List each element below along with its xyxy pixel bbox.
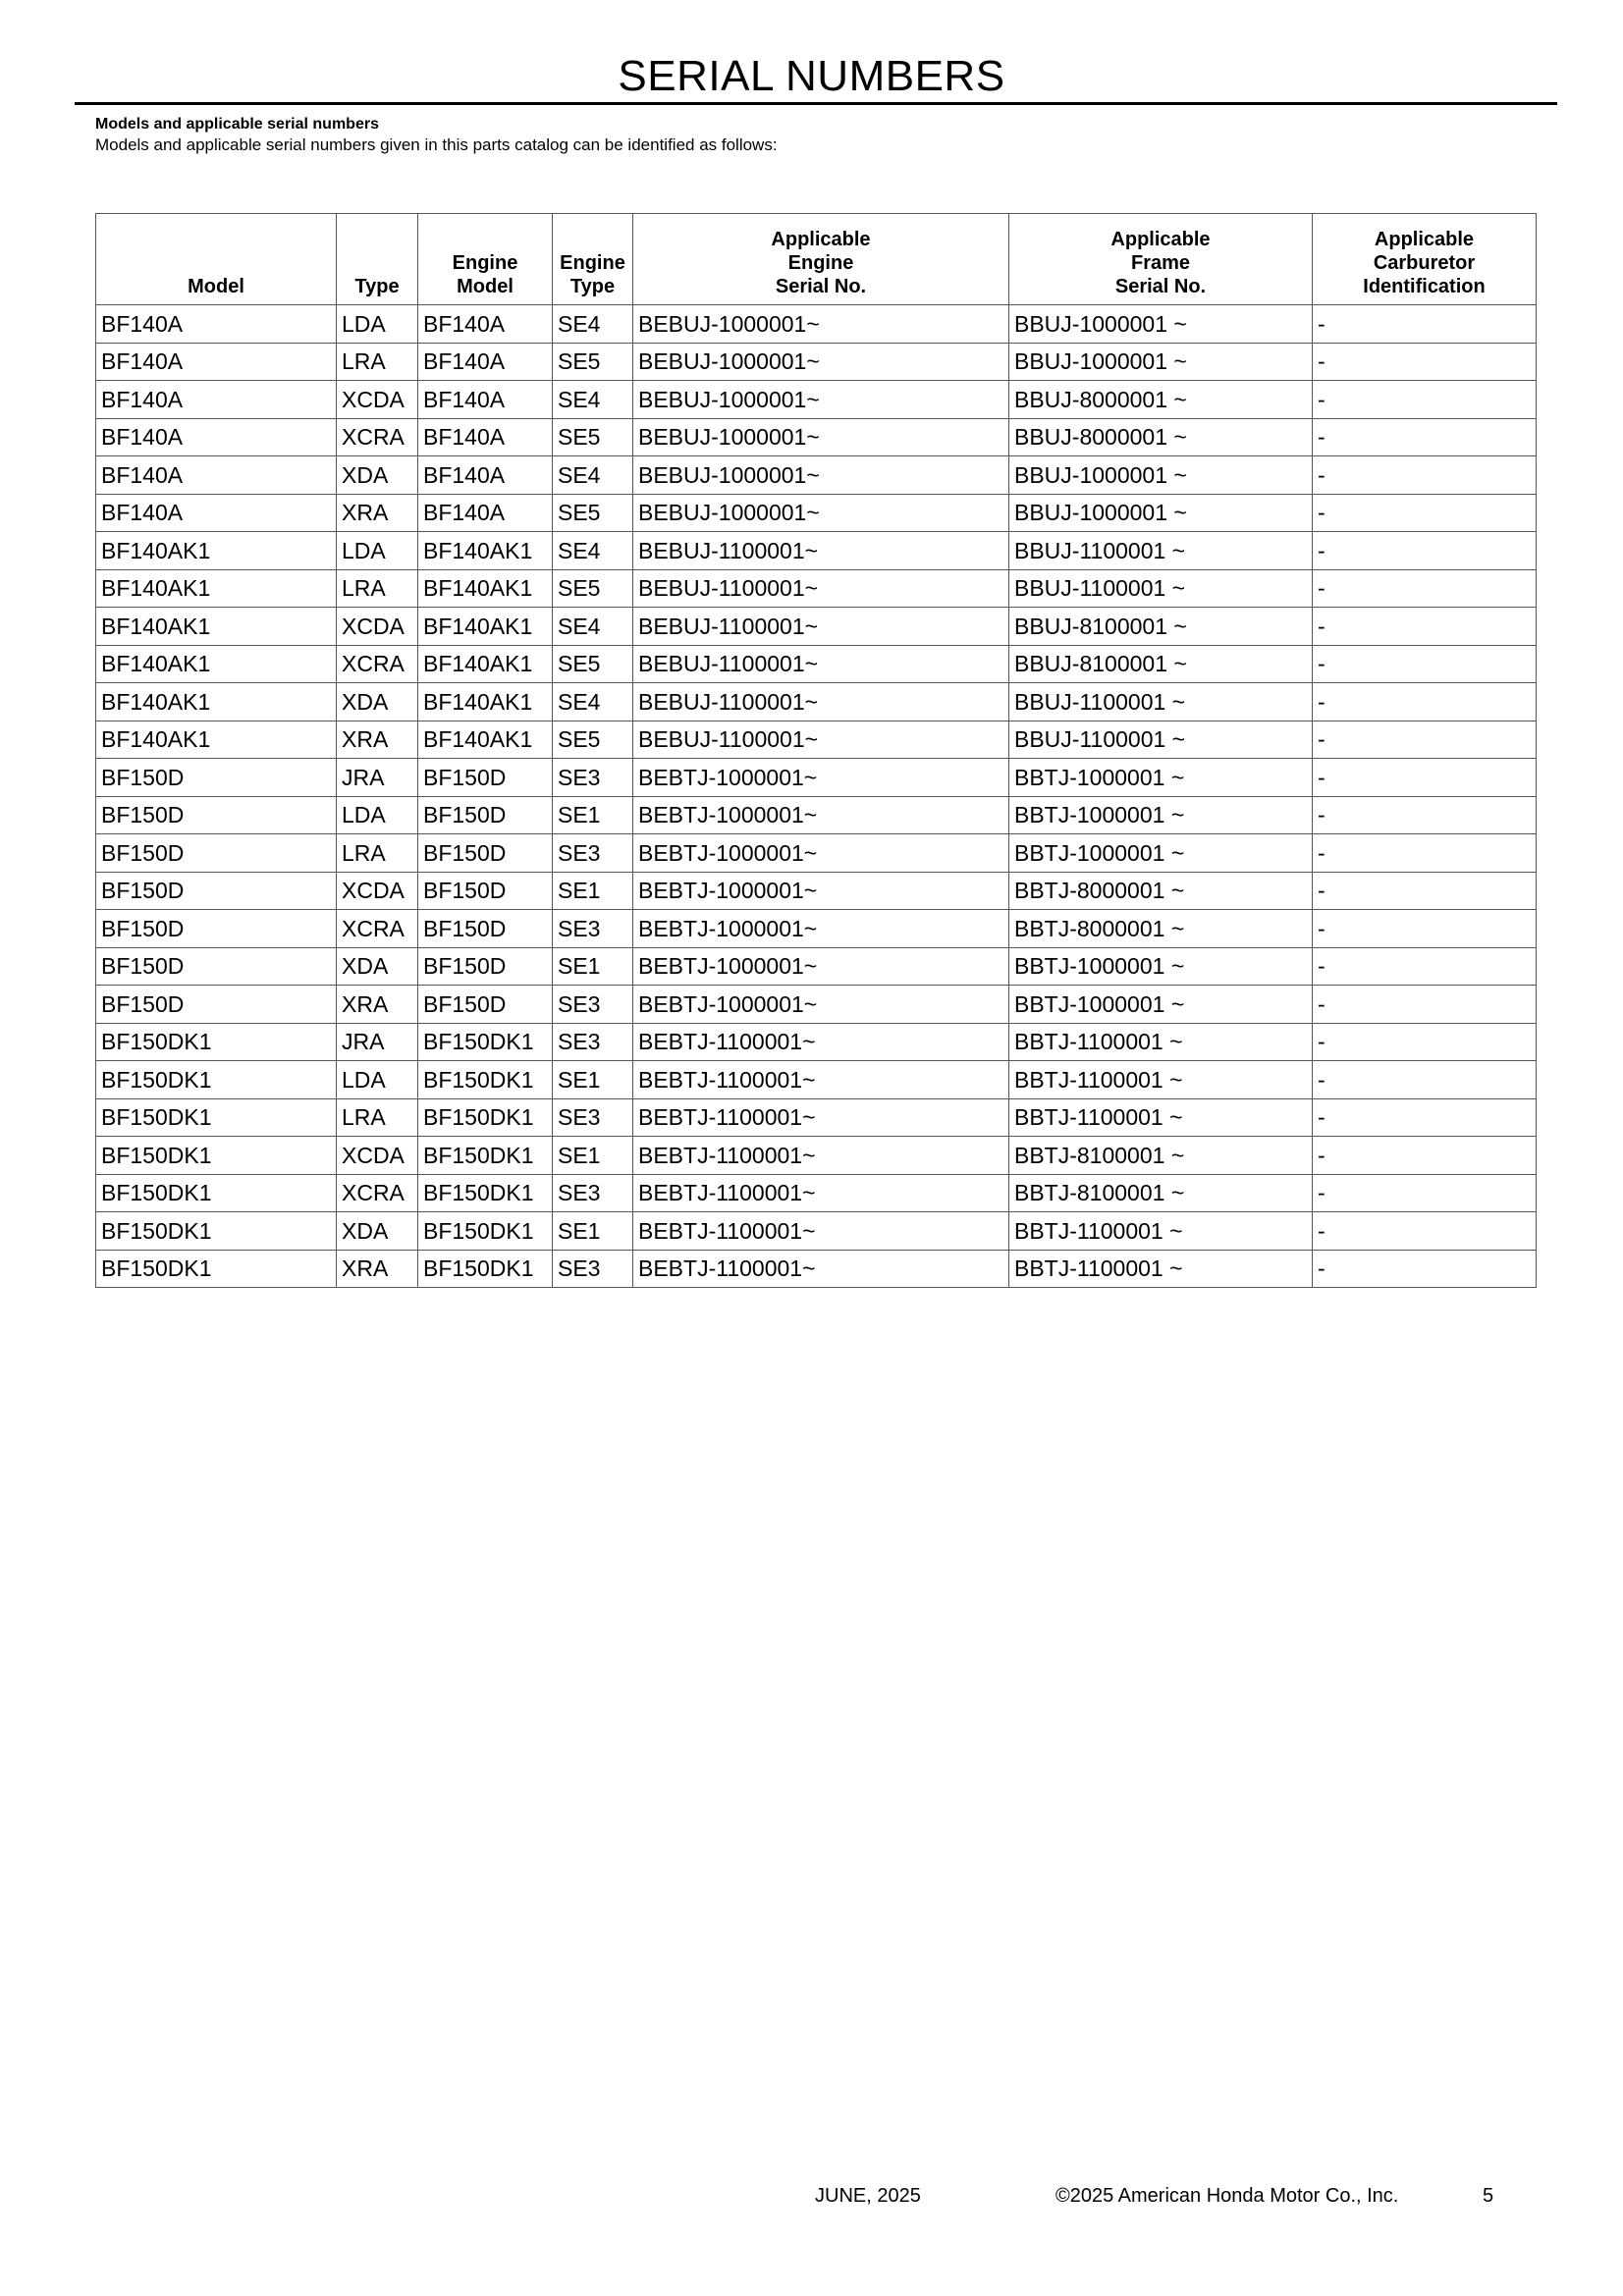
cell-engine-model: BF150DK1	[418, 1137, 553, 1175]
cell-frame-serial: BBUJ-1000001 ~	[1009, 343, 1313, 381]
cell-engine-model: BF150D	[418, 759, 553, 797]
cell-carburetor-id: -	[1313, 343, 1537, 381]
cell-engine-model: BF140A	[418, 494, 553, 532]
cell-engine-type: SE5	[553, 494, 633, 532]
column-header-engine-type: Engine Type	[553, 214, 633, 305]
cell-frame-serial: BBUJ-1000001 ~	[1009, 456, 1313, 495]
cell-frame-serial: BBTJ-1000001 ~	[1009, 986, 1313, 1024]
cell-carburetor-id: -	[1313, 683, 1537, 721]
cell-engine-serial: BEBUJ-1100001~	[633, 683, 1009, 721]
cell-carburetor-id: -	[1313, 532, 1537, 570]
cell-engine-type: SE4	[553, 532, 633, 570]
table-row	[96, 381, 1537, 419]
cell-engine-type: SE4	[553, 683, 633, 721]
cell-engine-model: BF150DK1	[418, 1250, 553, 1288]
cell-model: BF150DK1	[96, 1098, 337, 1137]
cell-engine-type: SE1	[553, 796, 633, 834]
cell-carburetor-id: -	[1313, 1023, 1537, 1061]
table-row	[96, 796, 1537, 834]
cell-model: BF150D	[96, 986, 337, 1024]
cell-engine-model: BF150D	[418, 834, 553, 873]
cell-model: BF140AK1	[96, 721, 337, 759]
page-number: 5	[1483, 2185, 1494, 2207]
cell-frame-serial: BBUJ-8100001 ~	[1009, 645, 1313, 683]
cell-engine-type: SE4	[553, 456, 633, 495]
cell-frame-serial: BBUJ-1000001 ~	[1009, 305, 1313, 344]
page-title: SERIAL NUMBERS	[618, 52, 1005, 100]
cell-frame-serial: BBTJ-8100001 ~	[1009, 1174, 1313, 1212]
cell-carburetor-id: -	[1313, 381, 1537, 419]
cell-engine-serial: BEBTJ-1100001~	[633, 1023, 1009, 1061]
cell-engine-type: SE4	[553, 608, 633, 646]
cell-engine-serial: BEBUJ-1100001~	[633, 608, 1009, 646]
cell-carburetor-id: -	[1313, 608, 1537, 646]
cell-frame-serial: BBTJ-1000001 ~	[1009, 796, 1313, 834]
table-row	[96, 645, 1537, 683]
column-header-type: Type	[337, 214, 418, 305]
cell-carburetor-id: -	[1313, 418, 1537, 456]
cell-type: JRA	[337, 759, 418, 797]
cell-model: BF150DK1	[96, 1023, 337, 1061]
table-row	[96, 608, 1537, 646]
table-row	[96, 721, 1537, 759]
cell-engine-serial: BEBUJ-1000001~	[633, 305, 1009, 344]
cell-model: BF140A	[96, 494, 337, 532]
cell-carburetor-id: -	[1313, 494, 1537, 532]
cell-type: LRA	[337, 343, 418, 381]
cell-engine-serial: BEBUJ-1000001~	[633, 494, 1009, 532]
cell-type: XRA	[337, 721, 418, 759]
table-row	[96, 986, 1537, 1024]
cell-engine-model: BF140AK1	[418, 645, 553, 683]
cell-carburetor-id: -	[1313, 1174, 1537, 1212]
cell-engine-model: BF150DK1	[418, 1061, 553, 1099]
cell-frame-serial: BBUJ-8000001 ~	[1009, 381, 1313, 419]
cell-frame-serial: BBTJ-8000001 ~	[1009, 872, 1313, 910]
table-row	[96, 1250, 1537, 1288]
cell-type: XDA	[337, 683, 418, 721]
header-row	[96, 214, 1537, 305]
cell-type: XCDA	[337, 608, 418, 646]
cell-model: BF150D	[96, 796, 337, 834]
serial-numbers-table	[95, 213, 1537, 1288]
cell-frame-serial: BBTJ-1000001 ~	[1009, 947, 1313, 986]
table-row	[96, 569, 1537, 608]
cell-frame-serial: BBTJ-1100001 ~	[1009, 1212, 1313, 1251]
cell-frame-serial: BBTJ-1100001 ~	[1009, 1023, 1313, 1061]
cell-engine-type: SE3	[553, 759, 633, 797]
cell-type: XCDA	[337, 872, 418, 910]
cell-carburetor-id: -	[1313, 645, 1537, 683]
table-row	[96, 343, 1537, 381]
cell-frame-serial: BBUJ-1000001 ~	[1009, 494, 1313, 532]
table-row	[96, 532, 1537, 570]
table-row	[96, 683, 1537, 721]
cell-engine-serial: BEBTJ-1100001~	[633, 1174, 1009, 1212]
cell-engine-serial: BEBTJ-1000001~	[633, 986, 1009, 1024]
cell-model: BF150D	[96, 759, 337, 797]
cell-engine-serial: BEBTJ-1100001~	[633, 1137, 1009, 1175]
cell-engine-model: BF150D	[418, 872, 553, 910]
cell-frame-serial: BBTJ-1000001 ~	[1009, 759, 1313, 797]
cell-carburetor-id: -	[1313, 1137, 1537, 1175]
cell-engine-type: SE5	[553, 569, 633, 608]
cell-engine-model: BF150D	[418, 796, 553, 834]
cell-engine-type: SE1	[553, 872, 633, 910]
cell-engine-type: SE5	[553, 343, 633, 381]
cell-type: XDA	[337, 456, 418, 495]
cell-model: BF140AK1	[96, 608, 337, 646]
cell-carburetor-id: -	[1313, 910, 1537, 948]
cell-type: XCDA	[337, 1137, 418, 1175]
cell-engine-serial: BEBUJ-1100001~	[633, 569, 1009, 608]
table-body	[96, 305, 1537, 1288]
cell-engine-serial: BEBTJ-1000001~	[633, 796, 1009, 834]
cell-engine-type: SE3	[553, 986, 633, 1024]
cell-engine-type: SE5	[553, 645, 633, 683]
column-header-frame-serial: Applicable Frame Serial No.	[1009, 214, 1313, 305]
table-row	[96, 418, 1537, 456]
cell-frame-serial: BBTJ-8000001 ~	[1009, 910, 1313, 948]
cell-engine-serial: BEBUJ-1100001~	[633, 532, 1009, 570]
table-row	[96, 1174, 1537, 1212]
cell-engine-serial: BEBUJ-1100001~	[633, 721, 1009, 759]
cell-model: BF150DK1	[96, 1212, 337, 1251]
cell-engine-model: BF140AK1	[418, 721, 553, 759]
table-row	[96, 947, 1537, 986]
cell-engine-model: BF140AK1	[418, 569, 553, 608]
cell-engine-type: SE3	[553, 1098, 633, 1137]
cell-type: XDA	[337, 1212, 418, 1251]
footer-copyright: ©2025 American Honda Motor Co., Inc.	[1055, 2185, 1399, 2207]
table-row	[96, 1137, 1537, 1175]
cell-engine-serial: BEBTJ-1100001~	[633, 1061, 1009, 1099]
cell-carburetor-id: -	[1313, 1212, 1537, 1251]
cell-engine-type: SE1	[553, 1212, 633, 1251]
table-row	[96, 910, 1537, 948]
cell-engine-model: BF150DK1	[418, 1212, 553, 1251]
cell-engine-model: BF140A	[418, 343, 553, 381]
cell-engine-type: SE3	[553, 910, 633, 948]
cell-carburetor-id: -	[1313, 759, 1537, 797]
cell-engine-model: BF150DK1	[418, 1023, 553, 1061]
cell-type: JRA	[337, 1023, 418, 1061]
cell-engine-serial: BEBTJ-1100001~	[633, 1212, 1009, 1251]
footer-date: JUNE, 2025	[815, 2185, 921, 2207]
table-row	[96, 872, 1537, 910]
cell-engine-model: BF150D	[418, 986, 553, 1024]
cell-engine-model: BF140A	[418, 418, 553, 456]
column-header-engine-model: Engine Model	[418, 214, 553, 305]
cell-engine-serial: BEBUJ-1000001~	[633, 343, 1009, 381]
cell-frame-serial: BBTJ-1100001 ~	[1009, 1061, 1313, 1099]
cell-model: BF140A	[96, 418, 337, 456]
table-row	[96, 456, 1537, 495]
cell-carburetor-id: -	[1313, 1061, 1537, 1099]
column-header-engine-serial: Applicable Engine Serial No.	[633, 214, 1009, 305]
cell-frame-serial: BBTJ-1100001 ~	[1009, 1098, 1313, 1137]
cell-engine-serial: BEBUJ-1000001~	[633, 418, 1009, 456]
cell-frame-serial: BBUJ-1100001 ~	[1009, 683, 1313, 721]
cell-engine-serial: BEBTJ-1100001~	[633, 1250, 1009, 1288]
cell-type: LDA	[337, 532, 418, 570]
cell-engine-type: SE3	[553, 834, 633, 873]
cell-engine-serial: BEBTJ-1000001~	[633, 947, 1009, 986]
table-row	[96, 1212, 1537, 1251]
cell-type: XCRA	[337, 1174, 418, 1212]
cell-carburetor-id: -	[1313, 569, 1537, 608]
cell-carburetor-id: -	[1313, 947, 1537, 986]
cell-engine-type: SE3	[553, 1174, 633, 1212]
cell-model: BF150D	[96, 834, 337, 873]
cell-type: XRA	[337, 986, 418, 1024]
cell-engine-model: BF140A	[418, 305, 553, 344]
cell-engine-type: SE4	[553, 305, 633, 344]
cell-engine-type: SE5	[553, 418, 633, 456]
cell-engine-serial: BEBUJ-1000001~	[633, 381, 1009, 419]
cell-engine-serial: BEBUJ-1100001~	[633, 645, 1009, 683]
cell-engine-model: BF140A	[418, 456, 553, 495]
cell-engine-type: SE4	[553, 381, 633, 419]
cell-engine-model: BF140AK1	[418, 683, 553, 721]
cell-model: BF150D	[96, 947, 337, 986]
cell-engine-type: SE3	[553, 1023, 633, 1061]
cell-type: XCRA	[337, 645, 418, 683]
cell-engine-model: BF150DK1	[418, 1174, 553, 1212]
cell-model: BF140A	[96, 305, 337, 344]
cell-type: XCDA	[337, 381, 418, 419]
cell-carburetor-id: -	[1313, 834, 1537, 873]
cell-engine-model: BF140AK1	[418, 532, 553, 570]
cell-type: LDA	[337, 305, 418, 344]
cell-engine-model: BF140AK1	[418, 608, 553, 646]
cell-model: BF140AK1	[96, 683, 337, 721]
cell-carburetor-id: -	[1313, 1098, 1537, 1137]
cell-type: LRA	[337, 569, 418, 608]
intro-text: Models and applicable serial numbers given in this parts catalog can be identified as follows:	[95, 135, 778, 154]
table-row	[96, 759, 1537, 797]
cell-model: BF140A	[96, 456, 337, 495]
cell-frame-serial: BBUJ-1100001 ~	[1009, 532, 1313, 570]
cell-engine-serial: BEBTJ-1000001~	[633, 910, 1009, 948]
table-row	[96, 1023, 1537, 1061]
cell-model: BF140A	[96, 343, 337, 381]
table-row	[96, 1098, 1537, 1137]
cell-engine-model: BF150DK1	[418, 1098, 553, 1137]
cell-type: LRA	[337, 834, 418, 873]
cell-engine-type: SE1	[553, 1137, 633, 1175]
cell-carburetor-id: -	[1313, 1250, 1537, 1288]
cell-frame-serial: BBUJ-8000001 ~	[1009, 418, 1313, 456]
table-header	[96, 214, 1537, 305]
cell-frame-serial: BBUJ-1100001 ~	[1009, 569, 1313, 608]
cell-frame-serial: BBTJ-1000001 ~	[1009, 834, 1313, 873]
cell-engine-type: SE5	[553, 721, 633, 759]
cell-model: BF150D	[96, 872, 337, 910]
cell-type: LDA	[337, 1061, 418, 1099]
cell-engine-serial: BEBTJ-1100001~	[633, 1098, 1009, 1137]
cell-engine-serial: BEBTJ-1000001~	[633, 872, 1009, 910]
cell-engine-model: BF150D	[418, 910, 553, 948]
cell-model: BF140A	[96, 381, 337, 419]
cell-model: BF140AK1	[96, 532, 337, 570]
column-header-carburetor-id: Applicable Carburetor Identification	[1313, 214, 1537, 305]
cell-model: BF150DK1	[96, 1174, 337, 1212]
cell-type: XCRA	[337, 910, 418, 948]
cell-carburetor-id: -	[1313, 305, 1537, 344]
cell-model: BF140AK1	[96, 645, 337, 683]
title-rule	[75, 102, 1557, 105]
cell-frame-serial: BBTJ-1100001 ~	[1009, 1250, 1313, 1288]
cell-carburetor-id: -	[1313, 456, 1537, 495]
cell-type: LDA	[337, 796, 418, 834]
cell-model: BF150DK1	[96, 1061, 337, 1099]
column-header-model: Model	[96, 214, 337, 305]
cell-carburetor-id: -	[1313, 796, 1537, 834]
cell-type: XCRA	[337, 418, 418, 456]
cell-frame-serial: BBTJ-8100001 ~	[1009, 1137, 1313, 1175]
cell-model: BF150D	[96, 910, 337, 948]
cell-type: XRA	[337, 494, 418, 532]
cell-carburetor-id: -	[1313, 872, 1537, 910]
table-row	[96, 305, 1537, 344]
table-row	[96, 834, 1537, 873]
table-row	[96, 1061, 1537, 1099]
table-row	[96, 494, 1537, 532]
section-subheading: Models and applicable serial numbers	[95, 116, 379, 133]
cell-engine-serial: BEBTJ-1000001~	[633, 759, 1009, 797]
cell-engine-type: SE1	[553, 1061, 633, 1099]
cell-engine-model: BF140A	[418, 381, 553, 419]
cell-engine-model: BF150D	[418, 947, 553, 986]
cell-carburetor-id: -	[1313, 986, 1537, 1024]
cell-engine-serial: BEBUJ-1000001~	[633, 456, 1009, 495]
cell-engine-type: SE3	[553, 1250, 633, 1288]
cell-model: BF140AK1	[96, 569, 337, 608]
cell-frame-serial: BBUJ-1100001 ~	[1009, 721, 1313, 759]
cell-engine-type: SE1	[553, 947, 633, 986]
cell-type: XRA	[337, 1250, 418, 1288]
cell-engine-serial: BEBTJ-1000001~	[633, 834, 1009, 873]
cell-type: XDA	[337, 947, 418, 986]
cell-frame-serial: BBUJ-8100001 ~	[1009, 608, 1313, 646]
cell-model: BF150DK1	[96, 1250, 337, 1288]
cell-model: BF150DK1	[96, 1137, 337, 1175]
cell-type: LRA	[337, 1098, 418, 1137]
cell-carburetor-id: -	[1313, 721, 1537, 759]
